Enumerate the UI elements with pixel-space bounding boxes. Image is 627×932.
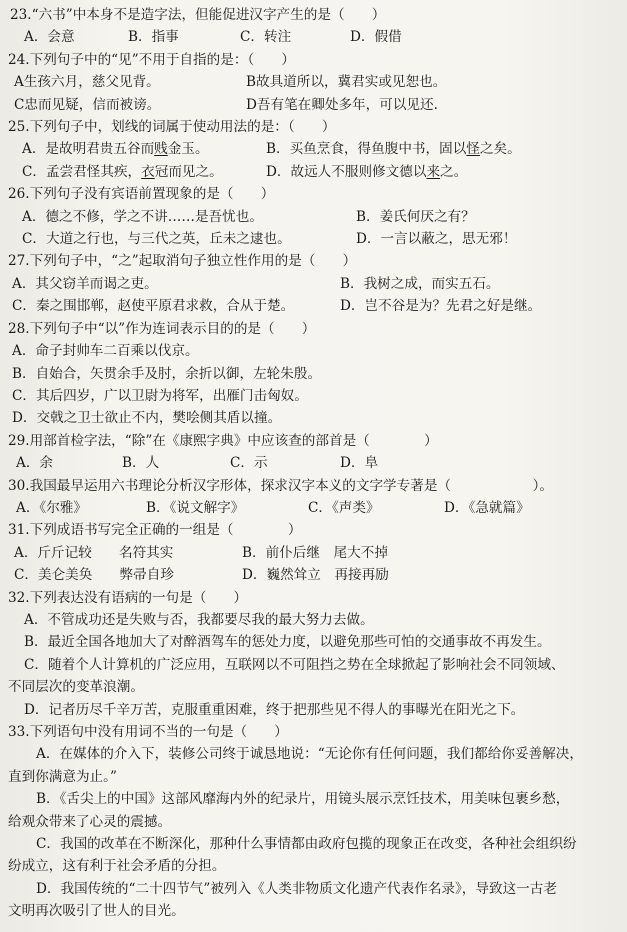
q31-option-d[interactable]: D．巍然耸立 再接再励: [242, 567, 389, 584]
q25-option-d[interactable]: [266, 161, 467, 183]
question-24-stem: 24.下列句子中的“见”不用于自指的是：（ ）: [8, 51, 295, 68]
question-27-stem: 27.下列句子中，“之”起取消句子独立性作用的是（ ）: [8, 253, 357, 270]
question-25-options-cd: [8, 161, 617, 183]
question-25-stem: 25.下列句子中，划线的词属于使动用法的是：（ ）: [8, 119, 336, 136]
q28-option-c[interactable]: C．其后四岁，广以卫尉为将军，出雁门击匈奴。: [12, 387, 308, 404]
question-26-options-cd: [8, 228, 617, 250]
q25-d-text-end: 之。: [440, 163, 468, 180]
question-33-stem: 33.下列语句中没有用词不当的一句是（ ）: [8, 724, 288, 740]
q33-option-b[interactable]: B．《舌尖上的中国》这部风靡海内外的纪录片，用镜头展示烹饪技术，用美味包裹乡愁，: [36, 791, 570, 808]
q25-option-c[interactable]: [22, 161, 266, 183]
q33-option-c[interactable]: C．我国的改革在不断深化，那种什么事情都由政府包揽的现象正在改变，各种社会组织纷: [36, 836, 577, 853]
q25-b-text-end: 之矣。: [479, 141, 521, 158]
q32-option-c-continued: 不同层次的变革浪潮。: [8, 679, 144, 696]
q25-option-b[interactable]: [266, 138, 521, 160]
question-31-options-ab: [8, 542, 617, 564]
q32-option-b[interactable]: B．最近全国各地加大了对醉酒驾车的惩处力度，以避免那些可怕的交通事故不再发生。: [24, 634, 551, 651]
q33-option-a-continued: 直到你满意为止。”: [8, 768, 117, 785]
question-30-options: [8, 497, 617, 519]
q30-option-a[interactable]: A．《尔雅》: [16, 499, 87, 516]
question-24-options-cd: [8, 94, 617, 116]
q33-option-c-continued: 纷成立，这有利于社会矛盾的分担。: [8, 858, 226, 875]
q27-option-a[interactable]: A．其父窃羊而谒之吏。: [12, 275, 158, 292]
question-29-stem: 29.用部首检字法，“除”在《康熙字典》中应该查的部首是（ ）: [8, 432, 438, 449]
q29-option-a[interactable]: A．余: [16, 455, 54, 472]
q25-a-text-end: 金玉。: [167, 141, 209, 158]
q29-option-b[interactable]: B．人: [122, 455, 160, 472]
q27-option-b[interactable]: B．我树之成，而实五石。: [340, 275, 500, 292]
q32-option-c[interactable]: C．随着个人计算机的广泛应用，互联网以不可阻挡之势在全球掀起了影响社会不同领域、: [24, 656, 565, 673]
question-26-options-ab: [8, 206, 617, 228]
q25-c-text-end: 冠而见之。: [154, 163, 223, 180]
q29-option-d[interactable]: D．阜: [340, 455, 379, 472]
q27-option-d[interactable]: D．岂不谷是为？先君之好是继。: [340, 298, 542, 315]
q25-b-text: B．买鱼烹食，得鱼腹中书，固以: [266, 141, 467, 158]
q28-option-d[interactable]: D．交戟之卫士欲止不内，樊哙侧其盾以撞。: [12, 410, 282, 427]
q25-d-text: D．故远人不服则修文德以: [266, 163, 427, 180]
q23-option-c[interactable]: C．转注: [240, 29, 292, 46]
q30-option-b[interactable]: B．《说文解字》: [146, 499, 245, 516]
question-28-stem: 28.下列句子中“以”作为连词表示目的的是（ ）: [8, 320, 316, 337]
q29-option-c[interactable]: C．示: [230, 455, 268, 472]
question-27-options-cd: [8, 295, 617, 317]
question-25-options-ab: [8, 138, 617, 160]
q33-option-d-continued: 文明再次吸引了世人的目光。: [8, 903, 185, 920]
q25-b-underlined-word: 怪: [466, 141, 480, 158]
q27-option-c[interactable]: C．秦之围邯郸，赵使平原君求救，合从于楚。: [12, 298, 295, 315]
q30-option-d[interactable]: D．《急就篇》: [444, 499, 530, 516]
q26-option-a[interactable]: A．德之不修，学之不讲……是吾忧也。: [22, 208, 263, 225]
q24-option-d[interactable]: D吾有笔在卿处多年，可以见还.: [246, 96, 438, 113]
question-31-options-cd: [8, 564, 617, 586]
q25-c-underlined-word: 衣: [141, 163, 155, 180]
q23-option-b[interactable]: B．指事: [128, 29, 179, 46]
q31-option-b[interactable]: B．前仆后继 尾大不掉: [242, 544, 388, 561]
q25-d-underlined-word: 来: [426, 163, 441, 180]
q30-option-c[interactable]: C．《声类》: [308, 499, 380, 516]
q26-option-b[interactable]: B．姜氏何厌之有？: [356, 208, 475, 225]
q24-option-a[interactable]: A生孩六月，慈父见背。: [14, 74, 160, 91]
q31-option-a[interactable]: A．斤斤记较 名符其实: [14, 544, 174, 561]
q28-option-a[interactable]: A．命子封帅车二百乘以伐京。: [12, 343, 199, 360]
q23-option-a[interactable]: A．会意: [24, 29, 75, 46]
q33-option-b-continued: 给观众带来了心灵的震撼。: [8, 813, 172, 830]
q24-option-c[interactable]: C忠而见疑，信而被谤。: [14, 96, 161, 113]
question-23-stem: 23.“六书”中本身不是造字法，但能促进汉字产生的是（ ）: [10, 7, 386, 23]
question-29-options: [8, 452, 617, 474]
q32-option-d[interactable]: D．记者历尽千辛万苦，克服重重困难，终于把那些见不得人的事曝光在阳光之下。: [24, 701, 525, 718]
q33-option-a[interactable]: A．在媒体的介入下，装修公司终于诚恳地说：“无论你有任何问题，我们都给你妥善解决，: [36, 746, 583, 763]
q26-option-d[interactable]: D．一言以蔽之，思无邪！: [356, 231, 517, 248]
q24-option-b[interactable]: B故具道所以，冀君实或见恕也。: [246, 74, 447, 91]
question-30-stem: 30.我国最早运用六书理论分析汉字形体，探求汉字本义的文字学专著是（ ）。: [8, 477, 553, 494]
question-24-options-ab: [8, 71, 617, 93]
q31-option-c[interactable]: C．美仑美奂 弊帚自珍: [14, 567, 174, 584]
q23-option-d[interactable]: D．假借: [350, 29, 402, 46]
question-27-options-ab: [8, 273, 617, 295]
q25-c-text: C．孟尝君怪其疾，: [22, 163, 142, 180]
q25-a-underlined-word: 贱: [154, 141, 168, 158]
question-23-options: [8, 26, 617, 48]
question-32-stem: 32.下列表达没有语病的一句是（ ）: [8, 589, 248, 606]
q25-option-a[interactable]: [22, 138, 266, 160]
q28-option-b[interactable]: B．自始合，矢贯余手及肘，余折以御，左轮朱殷。: [12, 365, 322, 382]
question-31-stem: 31.下列成语书写完全正确的一组是（ ）: [8, 522, 302, 539]
q33-option-d[interactable]: D．我国传统的“二十四节气”被列入《人类非物质文化遗产代表作名录》，导致这一古老: [36, 880, 557, 897]
q32-option-a[interactable]: A．不管成功还是失败与否，我都要尽我的最大努力去做。: [24, 611, 374, 628]
question-26-stem: 26.下列句子没有宾语前置现象的是（ ）: [8, 186, 275, 203]
q26-option-c[interactable]: C．大道之行也，与三代之英，丘未之逮也。: [22, 231, 291, 248]
q25-a-text: A．是故明君贵五谷而: [22, 141, 155, 158]
